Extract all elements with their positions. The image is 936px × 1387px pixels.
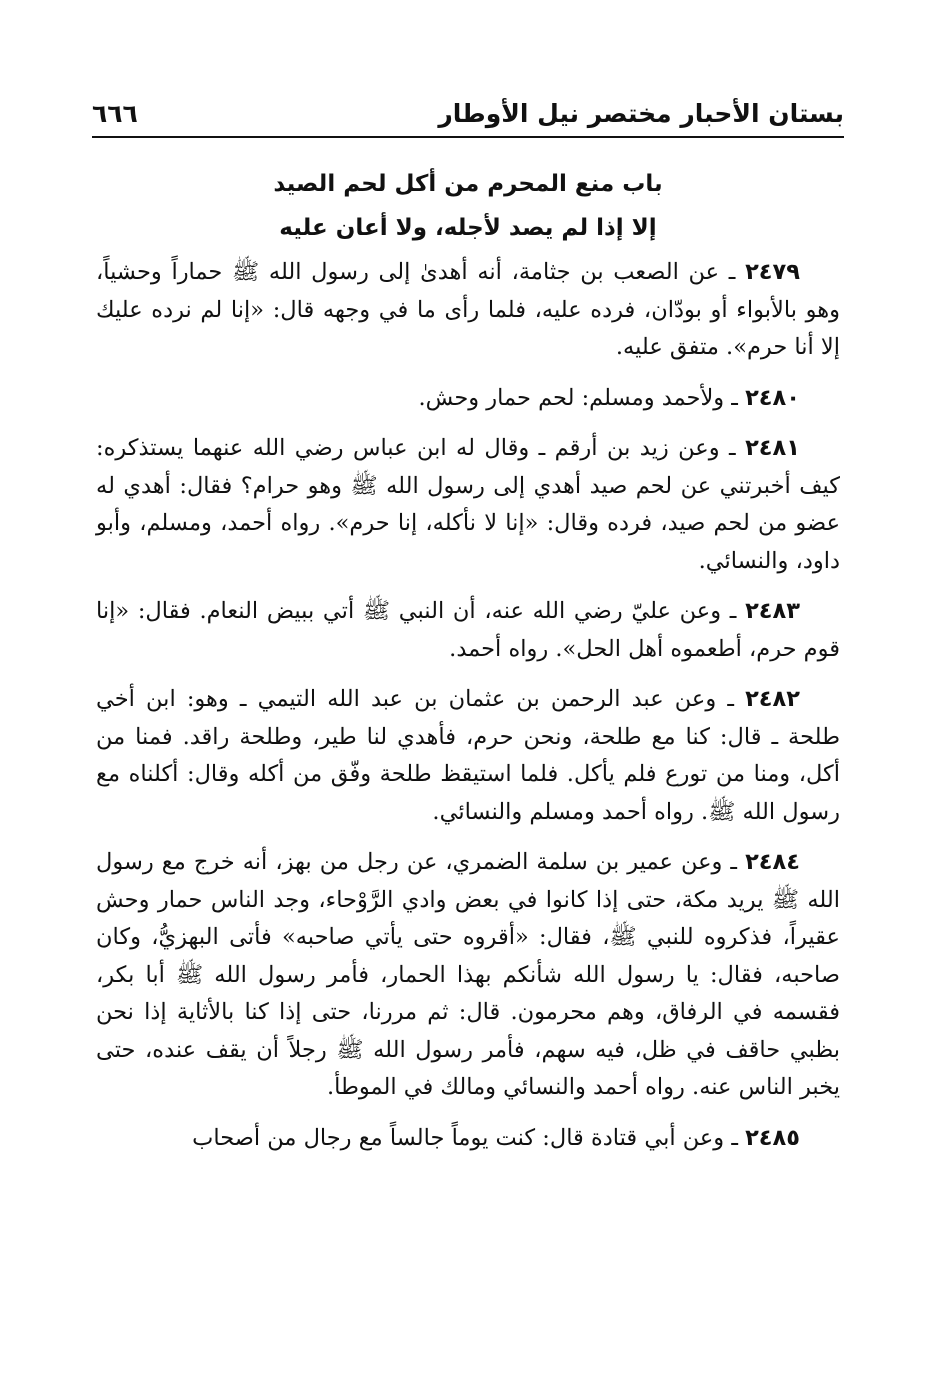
hadith-paragraph [96, 430, 840, 580]
chapter-title-line-2: إلا إذا لم يصد لأجله، ولا أعان عليه [279, 215, 657, 241]
chapter-title-line-1: باب منع المحرم من أكل لحم الصيد [273, 171, 663, 197]
hadith-text: ـ وعن عليّ رضي الله عنه، أن النبي ﷺ أتي ببيض النعام. فقال: «إنا قوم حرم، أطعموه أهل الحل». رواه أحمد. [96, 598, 840, 662]
hadith-text: ـ وعن أبي قتادة قال: كنت يوماً جالساً مع رجال من أصحاب [192, 1124, 746, 1151]
hadith-number: ٢٤٧٩ [745, 259, 800, 285]
hadith-paragraph [96, 1120, 840, 1158]
hadith-text: ـ ولأحمد ومسلم: لحم حمار وحش. [418, 384, 746, 411]
hadith-number: ٢٤٨١ [745, 435, 800, 461]
hadith-list [96, 254, 840, 1170]
chapter-heading [92, 162, 844, 250]
hadith-paragraph [96, 593, 840, 668]
hadith-number: ٢٤٨٢ [745, 686, 800, 712]
hadith-number: ٢٤٨٠ [745, 384, 800, 411]
hadith-number: ٢٤٨٤ [745, 849, 800, 875]
page-number: ٦٦٦ [92, 99, 138, 128]
hadith-text: ـ وعن عبد الرحمن بن عثمان بن عبد الله التيمي ـ وهو: ابن أخي طلحة ـ قال: كنا مع طلحة، ونحن حرم، فأهدي لنا طير، وطلحة راقد. فمنا من أكل، ومنا من تورع فلم يأكل. فلما استيقظ طلحة وفّق من أكله وقال: أكلناه مع رسول الله ﷺ. رواه أحمد ومسلم والنسائي. [96, 686, 840, 825]
hadith-number: ٢٤٨٥ [745, 1124, 800, 1151]
hadith-paragraph [96, 681, 840, 831]
hadith-paragraph [96, 844, 840, 1107]
hadith-number: ٢٤٨٣ [745, 598, 800, 624]
book-title: بستان الأحبار مختصر نيل الأوطار [438, 99, 844, 128]
hadith-text: ـ عن الصعب بن جثامة، أنه أهدىٰ إلى رسول الله ﷺ حماراً وحشياً، وهو بالأبواء أو بودّان، فرده عليه، فلما رأى ما في وجهه قال: «إنا لم نرده عليك إلا أنا حرم». متفق عليه. [96, 259, 840, 360]
hadith-paragraph [96, 254, 840, 367]
hadith-text: ـ وعن زيد بن أرقم ـ وقال له ابن عباس رضي الله عنهما يستذكره: كيف أخبرتني عن لحم صيد أهدي إلى رسول الله ﷺ وهو حرام؟ فقال: أهدي له عضو من لحم صيد، فرده وقال: «إنا لا نأكله، إنا حرم». رواه أحمد، ومسلم، وأبو داود، والنسائي. [96, 435, 840, 574]
hadith-text: ـ وعن عمير بن سلمة الضمري، عن رجل من بهز، أنه خرج مع رسول الله ﷺ يريد مكة، حتى إذا كانوا في بعض وادي الرَّوْحاء، وجد الناس حمار وحش عقيراً، فذكروه للنبي ﷺ، فقال: «أقروه حتى يأتي صاحبه» فأتى البهزيُّ، وكان صاحبه، فقال: يا رسول الله شأنكم بهذا الحمار، فأمر رسول الله ﷺ أبا بكر، فقسمه في الرفاق، وهم محرمون. قال: ثم مررنا، حتى إذا كنا بالأثاية إذا نحن بظبي حاقف في ظل، فيه سهم، فأمر رسول الله ﷺ رجلاً أن يقف عنده، حتى يخبر الناس عنه. رواه أحمد والنسائي ومالك في الموطأ. [96, 849, 840, 1100]
hadith-paragraph [96, 380, 840, 418]
running-header [92, 84, 844, 138]
